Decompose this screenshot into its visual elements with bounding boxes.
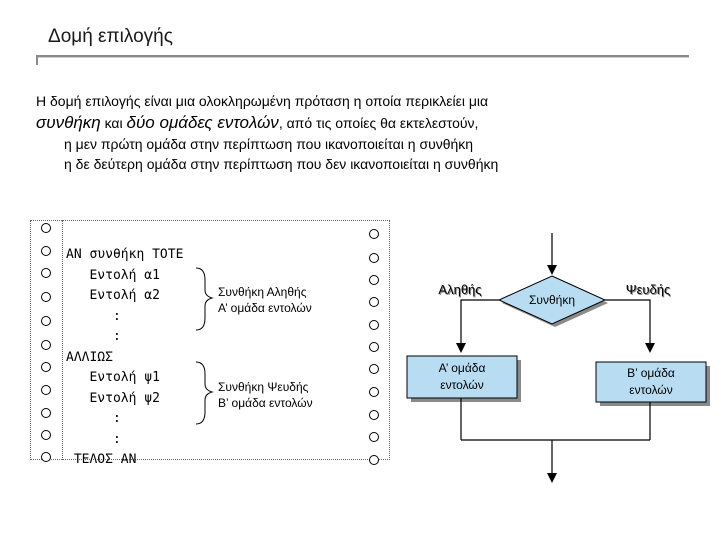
box-b-line-1: Β’ ομάδα: [627, 366, 675, 380]
code-line: :: [66, 431, 121, 447]
intro-line-3: η μεν πρώτη ομάδα στην περίπτωση που ικανοποιείται η συνθήκη: [64, 136, 474, 152]
box-a-line-2: εντολών: [440, 378, 484, 392]
condition-label: Συνθήκη: [528, 293, 575, 307]
code-line: ΑΝ συνθήκη ΤΟΤΕ: [66, 247, 184, 262]
code-line: Εντολή ψ2: [66, 390, 160, 406]
code-line: Εντολή ψ1: [66, 370, 160, 385]
box-a-line-1: Α’ ομάδα: [438, 361, 486, 375]
false-branch-line: [605, 300, 650, 348]
box-b-label: [596, 365, 706, 399]
code-line: ΑΛΛΙΩΣ: [66, 349, 113, 365]
box-a-label: [407, 360, 517, 394]
true-label: Αληθής: [438, 282, 482, 297]
box-b-line-2: εντολών: [629, 383, 673, 397]
intro-em-condition: συνθήκη: [36, 113, 101, 132]
slide-title: Δομή επιλογής: [48, 26, 173, 47]
code-line: :: [66, 308, 121, 324]
note-true-line-1: Συνθήκη Αληθής: [218, 285, 307, 299]
code-line: ΤΕΛΟΣ ΑΝ: [66, 452, 137, 467]
true-branch-line: [461, 300, 499, 348]
code-line: :: [66, 329, 121, 344]
intro-mid: και: [100, 115, 127, 131]
intro-end: , από τις οποίες θα εκτελεστούν,: [278, 115, 479, 131]
note-false-line-1: Συνθήκη Ψευδής: [218, 380, 309, 394]
note-true-line-2: Α’ ομάδα εντολών: [218, 301, 312, 315]
note-false-line-2: Β’ ομάδα εντολών: [218, 396, 313, 410]
intro-em-groups: δύο ομάδες εντολών: [126, 113, 279, 132]
intro-line-1: Η δομή επιλογής είναι μια ολοκληρωμένη πρόταση η οποία περικλείει μια: [36, 93, 489, 109]
intro-line-4: η δε δεύτερη ομάδα στην περίπτωση που δεν ικανοποιείται η συνθήκη: [64, 156, 499, 172]
code-line: Εντολή α2: [66, 288, 160, 303]
code-line: :: [66, 411, 121, 426]
false-label: Ψευδής: [625, 282, 671, 297]
code-line: Εντολή α1: [66, 267, 160, 283]
